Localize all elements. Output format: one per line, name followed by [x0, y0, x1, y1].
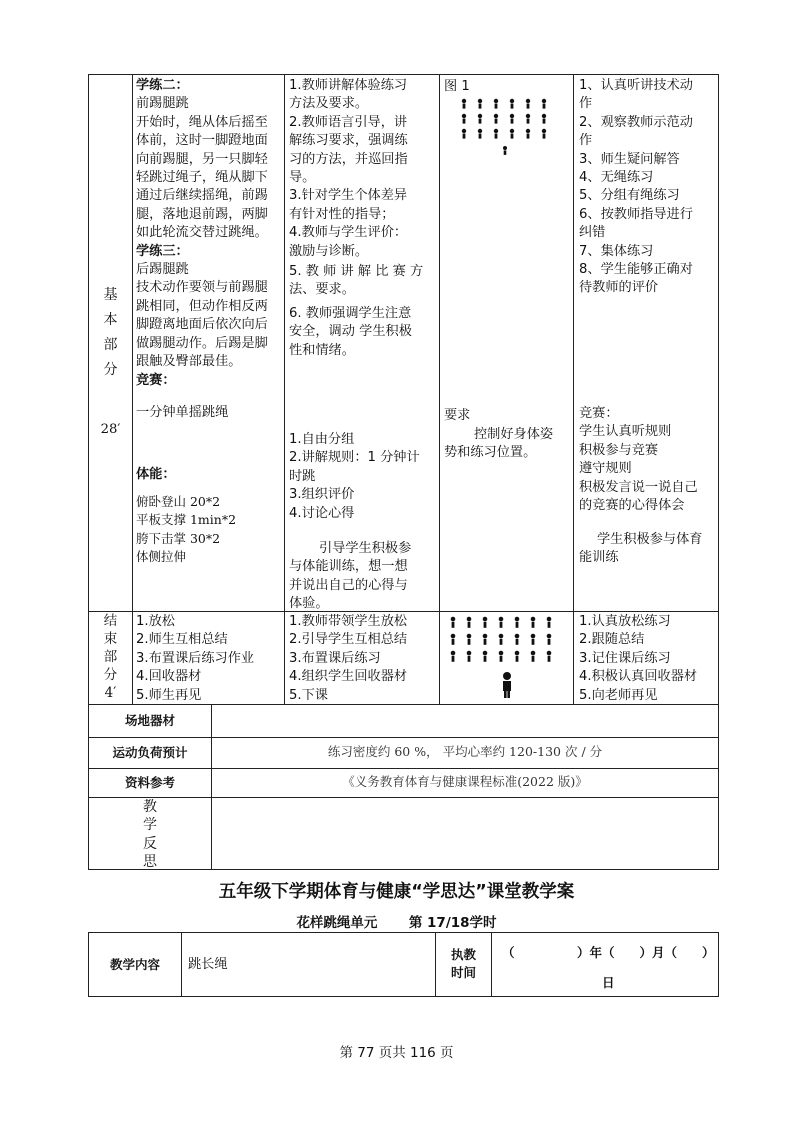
student-figure — [499, 651, 504, 662]
student-group — [462, 99, 546, 139]
fitness-item: 俯卧登山 20*2 — [136, 494, 221, 509]
student-figure — [542, 99, 546, 109]
reflection-label: 教 学 反 思 — [143, 799, 157, 870]
student-figure — [462, 129, 466, 139]
end-teacher-cell — [284, 611, 440, 705]
student-figure — [499, 634, 504, 645]
student-figure — [462, 114, 466, 124]
student-figure — [531, 634, 536, 645]
student-figure — [526, 114, 530, 124]
student-figure — [547, 634, 552, 645]
basic-content-cell — [132, 74, 285, 612]
ref-label-cell — [88, 768, 212, 798]
student-figure — [499, 617, 504, 628]
student-contest-block: 竞赛： 学生认真听规则 积极参与竞赛 遵守规则 积极发言说一说自己 的竞赛的心得体会 — [579, 406, 698, 514]
student-figure — [510, 129, 514, 139]
end-teacher-list — [289, 613, 407, 705]
basic-section-time: 28′ — [100, 422, 121, 437]
reflection-label-cell — [88, 797, 212, 870]
student-figure — [542, 129, 546, 139]
end-student-item: 4.积极认真回收器材 — [579, 669, 698, 685]
drill3-line: 跟触及臀部最佳。 — [136, 354, 242, 370]
end-student-item: 5.向老师再见 — [579, 687, 658, 703]
formation-diagram — [454, 95, 564, 159]
next-lesson-title: 五年级下学期体育与健康“学思达”课堂教学案 — [218, 882, 575, 902]
student-figure — [542, 114, 546, 124]
student-figure — [515, 634, 520, 645]
student-block-a: 1、认真听讲技术动 作 2、观察教师示范动 作 3、师生疑问解答 4、无绳练习 5、分组有绳练习 6、按教师指导进行 纠错 7、集体练习 8、学生能够正确对 待教师的评价 — [579, 78, 693, 296]
student-figure — [510, 114, 514, 124]
drill2-line: 体前，这时一脚蹬地面 — [136, 133, 268, 149]
drill3-title: 学练三： — [136, 243, 189, 259]
fitness-title: 体能： — [136, 467, 176, 482]
end-content-item: 5.师生再见 — [136, 687, 202, 703]
end-content-item: 1.放松 — [136, 614, 175, 629]
student-figure — [462, 99, 466, 109]
content-value: 跳长绳 — [188, 957, 228, 972]
drill3-line: 做踢腿动作。后踢是脚 — [136, 335, 268, 351]
time-label-cell — [435, 932, 492, 997]
student-figure — [494, 114, 498, 124]
student-figure — [547, 651, 552, 662]
end-formation-diagram — [440, 612, 573, 704]
basic-teacher-cell — [284, 74, 440, 612]
next-lesson-subtitle — [0, 911, 793, 931]
teacher-block-a: 1.教师讲解体验练习 方法及要求。 2.教师语言引导，讲 解练习要求，强调练 习的方法，并巡回指 导。 3.针对学生个体差异 有针对性的指导； 4.教师与学生评价： 激励与诊断。 — [289, 78, 408, 259]
end-teacher-item: 5.下课 — [289, 687, 328, 703]
end-student-group — [451, 617, 552, 662]
date-line-1: （ ）年（ ）月（ ） — [502, 945, 715, 960]
load-label-cell — [88, 737, 212, 769]
drill3-line: 后踢腿跳 — [136, 262, 189, 278]
fitness-item: 胯下击掌 30*2 — [136, 530, 221, 546]
end-content-cell — [132, 611, 285, 705]
end-section-label: 结 束 部 分 4′ — [89, 612, 132, 702]
student-figure — [494, 129, 498, 139]
end-student-list — [579, 613, 697, 705]
content-value-cell — [181, 932, 436, 997]
end-teacher-figure — [503, 672, 511, 698]
student-figure — [531, 651, 536, 662]
drill2-line: 如此轮流交替过跳绳。 — [136, 225, 268, 241]
end-content-item: 4.回收器材 — [136, 669, 202, 685]
basic-section-label: 基 本 部 分 — [103, 287, 118, 378]
student-figure — [478, 114, 482, 124]
lesson-hours: 第 17/18学时 — [408, 915, 497, 931]
teacher-figure — [503, 146, 507, 155]
end-org-cell — [439, 611, 574, 705]
req-title: 要求 — [444, 408, 471, 423]
drill3-line: 跳相同，但动作相反两 — [136, 298, 268, 314]
drill2-line: 向前踢腿，另一只脚轻 — [136, 151, 268, 167]
student-figure — [526, 129, 530, 139]
student-fitness-block: 学生积极参与体育 能训练 — [579, 532, 703, 566]
teacher-block-b: 5. 教 师 讲 解 比 赛 方 法、要求。 — [289, 264, 424, 298]
load-value-cell — [211, 737, 719, 769]
drill3-line: 脚蹬离地面后依次向后 — [136, 317, 268, 333]
student-figure — [515, 651, 520, 662]
formation-figure — [454, 95, 564, 159]
student-figure — [547, 617, 552, 628]
end-content-list — [136, 613, 254, 705]
drill2-line: 通过后继续摇绳，前踢 — [136, 188, 268, 204]
end-teacher-item: 2.引导学生互相总结 — [289, 632, 408, 648]
end-student-cell — [573, 611, 719, 705]
content-label: 教学内容 — [109, 957, 160, 972]
end-student-item: 1.认真放松练习 — [579, 614, 671, 629]
teacher-block-e: 引导学生积极参 与体能训练，想一想 并说出自己的心得与 体验。 — [289, 541, 412, 612]
student-figure — [515, 617, 520, 628]
drill2-line: 开始时，绳从体后摇至 — [136, 114, 268, 130]
date-line-2: 日 — [602, 975, 615, 990]
end-section-label-cell — [88, 611, 133, 705]
figure-label: 图 1 — [444, 79, 470, 94]
student-figure — [467, 651, 472, 662]
drill3-line: 技术动作要领与前踢腿 — [136, 280, 268, 296]
fitness-item: 平板支撑 1min*2 — [136, 512, 237, 528]
end-teacher-item: 1.教师带领学生放松 — [289, 614, 408, 629]
student-figure — [478, 99, 482, 109]
ref-value-cell — [211, 768, 719, 798]
student-figure — [526, 99, 530, 109]
end-content-item: 2.师生互相总结 — [136, 632, 228, 648]
ref-label: 资料参考 — [124, 775, 175, 790]
student-figure — [483, 634, 488, 645]
load-value: 练习密度约 60 %， 平均心率约 120-130 次 / 分 — [327, 744, 603, 759]
student-figure — [451, 651, 456, 662]
student-figure — [494, 99, 498, 109]
student-figure — [478, 129, 482, 139]
drill2-line: 轻跳过绳子，绳从脚下 — [136, 170, 268, 186]
contest-title: 竞赛： — [136, 373, 176, 388]
page-footer: 第 77 页共 116 页 — [339, 1045, 454, 1061]
student-figure — [483, 651, 488, 662]
venue-label-cell — [88, 704, 212, 738]
student-figure — [451, 617, 456, 628]
basic-student-cell — [573, 74, 719, 612]
venue-label: 场地器材 — [124, 713, 175, 728]
end-section-time: 4′ — [104, 685, 117, 701]
student-figure — [483, 617, 488, 628]
end-student-item: 2.跟随总结 — [579, 632, 645, 648]
contest-item: 一分钟单摇跳绳 — [136, 405, 229, 420]
time-value-cell — [491, 932, 719, 997]
fitness-item: 体侧拉伸 — [136, 549, 187, 565]
drill2-block — [136, 77, 268, 372]
fitness-list — [136, 493, 236, 567]
end-teacher-item: 3.布置课后练习 — [289, 650, 381, 666]
basic-section-label-cell — [88, 74, 133, 612]
student-figure — [510, 99, 514, 109]
student-figure — [467, 617, 472, 628]
req-lines: 控制好身体姿 势和练习位置。 — [444, 427, 554, 461]
ref-value: 《义务教育体育与健康课程标准(2022 版)》 — [342, 774, 588, 789]
drill2-line: 腿，落地退前踢，两脚 — [136, 206, 268, 222]
end-content-item: 3.布置课后练习作业 — [136, 650, 255, 666]
end-teacher-item: 4.组织学生回收器材 — [289, 669, 408, 685]
end-student-item: 3.记住课后练习 — [579, 650, 671, 666]
student-figure — [467, 634, 472, 645]
drill2-line: 前踢腿跳 — [136, 96, 189, 112]
basic-org-cell — [439, 74, 574, 612]
student-figure — [451, 634, 456, 645]
time-label: 执教 时间 — [450, 947, 476, 981]
reflection-value-cell — [211, 797, 719, 870]
drill2-title: 学练二： — [136, 78, 189, 93]
teacher-block-c: 6. 教师强调学生注意 安全，调动 学生积极 性和情绪。 — [289, 306, 412, 358]
venue-value-cell — [211, 704, 719, 738]
student-figure — [531, 617, 536, 628]
teacher-block-d: 1.自由分组 2.讲解规则：1 分钟计 时跳 3.组织评价 4.讨论心得 — [289, 432, 420, 521]
unit-name: 花样跳绳单元 — [296, 915, 378, 931]
load-label: 运动负荷预计 — [112, 745, 188, 760]
content-label-cell — [88, 932, 182, 997]
